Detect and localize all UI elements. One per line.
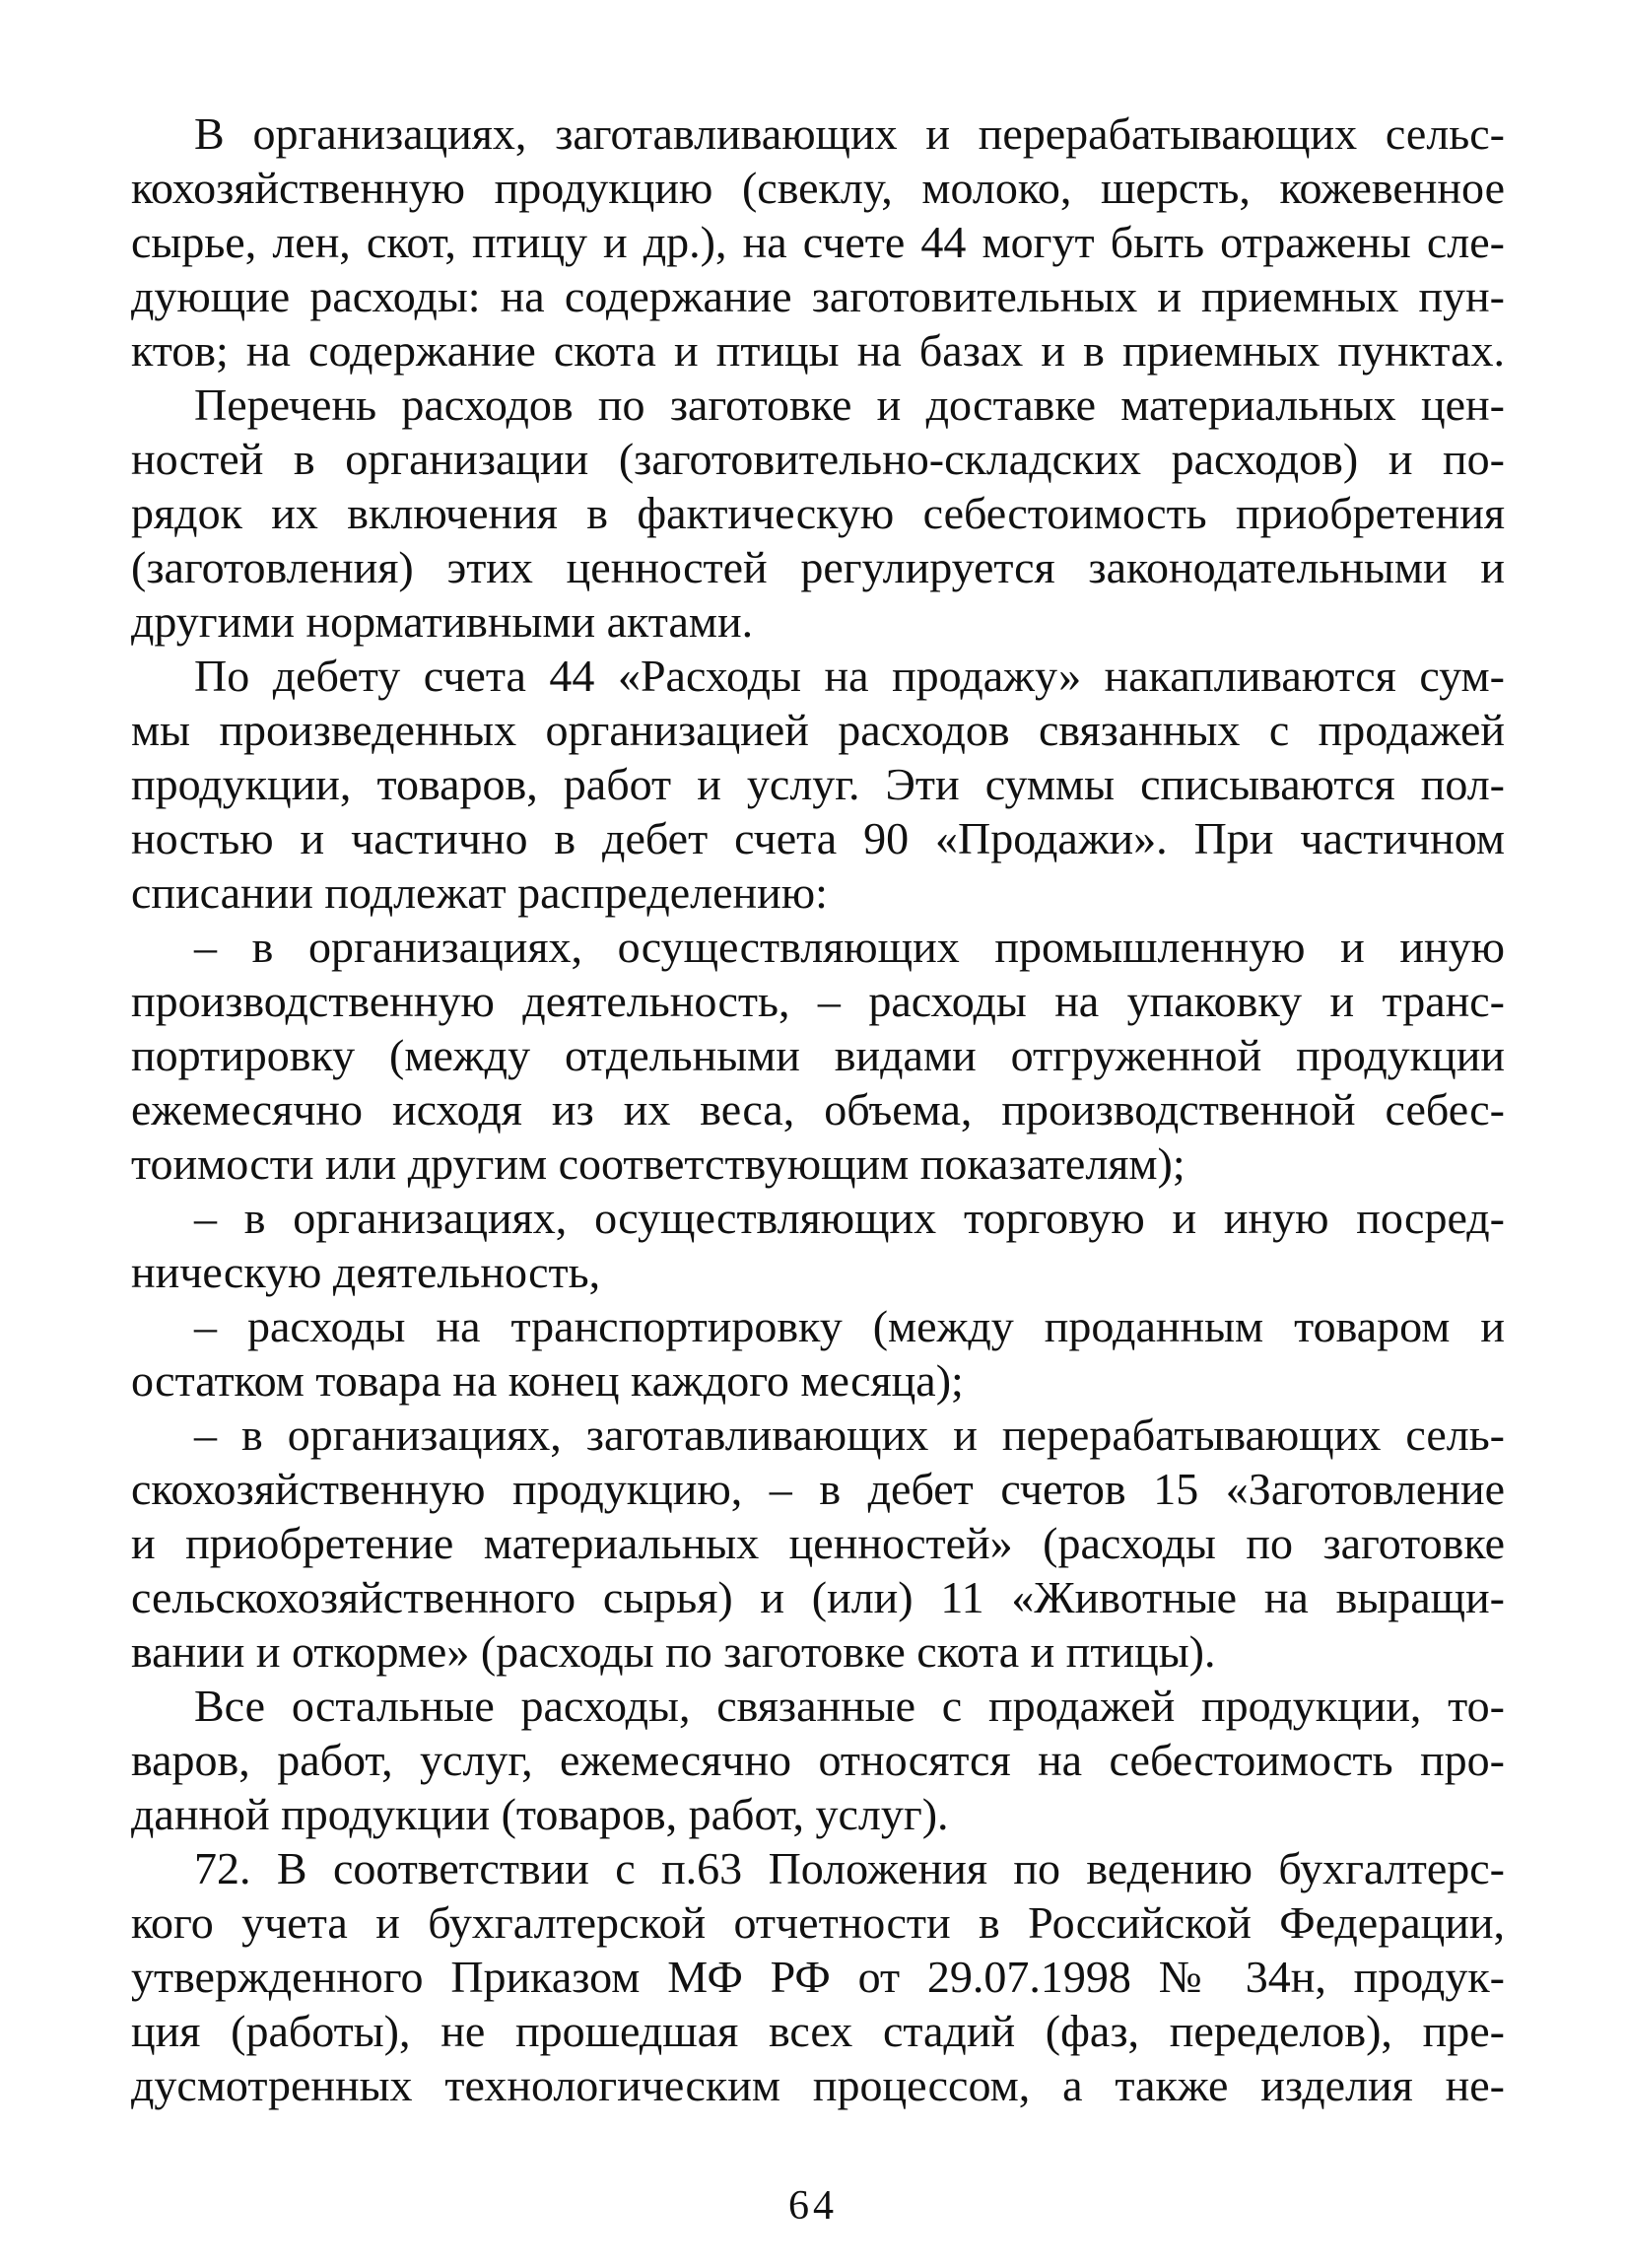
- text-line: В организациях, заготавливающих и перерабатывающих сельс-: [194, 108, 1505, 159]
- text-line: сельскохозяйственного сырья) и (или) 11 «Животные на выращи-: [131, 1572, 1505, 1622]
- text-line: ктов; на содержание скота и птицы на базах и в приемных пунктах.: [131, 325, 1505, 376]
- text-line: другими нормативными актами.: [131, 596, 754, 647]
- text-line: кохозяйственную продукцию (свеклу, молоко, шерсть, кожевенное: [131, 163, 1505, 213]
- text-line: дусмотренных технологическим процессом, а также изделия не-: [131, 2060, 1505, 2110]
- text-line: Перечень расходов по заготовке и доставке материальных цен-: [194, 379, 1505, 430]
- text-line: ция (работы), не прошедшая всех стадий (фаз, переделов), пре-: [131, 2006, 1505, 2056]
- text-line: сырье, лен, скот, птицу и др.), на счете 44 могут быть отражены сле-: [131, 217, 1505, 267]
- text-line: скохозяйственную продукцию, – в дебет счетов 15 «Заготовление: [131, 1464, 1505, 1514]
- text-line: – в организациях, заготавливающих и перерабатывающих сель-: [194, 1409, 1505, 1460]
- text-line: 72. В соответствии с п.63 Положения по ведению бухгалтерс-: [194, 1843, 1505, 1893]
- text-line: портировку (между отдельными видами отгруженной продукции: [131, 1030, 1505, 1080]
- text-line: – в организациях, осуществляющих промышленную и иную: [194, 922, 1505, 972]
- text-line: По дебету счета 44 «Расходы на продажу» накапливаются сум-: [194, 651, 1505, 701]
- text-line: дующие расходы: на содержание заготовительных и приемных пун-: [131, 271, 1505, 321]
- text-line: продукции, товаров, работ и услуг. Эти суммы списываются пол-: [131, 759, 1505, 809]
- text-line: ническую деятельность,: [131, 1247, 601, 1297]
- text-line: – расходы на транспортировку (между проданным товаром и: [194, 1301, 1505, 1351]
- text-line: остатком товара на конец каждого месяца);: [131, 1355, 964, 1406]
- text-line: списании подлежат распределению:: [131, 867, 828, 918]
- text-line: данной продукции (товаров, работ, услуг).: [131, 1789, 949, 1839]
- text-line: тоимости или другим соответствующим показателям);: [131, 1138, 1186, 1189]
- text-line: утвержденного Приказом МФ РФ от 29.07.1998 № 34н, продук-: [131, 1952, 1505, 2002]
- text-line: Все остальные расходы, связанные с продажей продукции, то-: [194, 1681, 1505, 1731]
- text-line: рядок их включения в фактическую себестоимость приобретения: [131, 488, 1505, 538]
- text-line: кого учета и бухгалтерской отчетности в Российской Федерации,: [131, 1897, 1505, 1948]
- text-line: производственную деятельность, – расходы на упаковку и транс-: [131, 976, 1505, 1026]
- text-line: ежемесячно исходя из их веса, объема, производственной себес-: [131, 1084, 1505, 1134]
- page-number: 64: [788, 2183, 838, 2229]
- text-line: и приобретение материальных ценностей» (расходы по заготовке: [131, 1518, 1505, 1568]
- text-line: ностей в организации (заготовительно-складских расходов) и по-: [131, 434, 1505, 484]
- text-line: мы произведенных организацией расходов связанных с продажей: [131, 705, 1505, 755]
- text-line: (заготовления) этих ценностей регулируется законодательными и: [131, 542, 1505, 592]
- text-line: – в организациях, осуществляющих торговую и иную посред-: [194, 1193, 1505, 1243]
- text-line: ностью и частично в дебет счета 90 «Продажи». При частичном: [131, 813, 1505, 863]
- text-line: вании и откорме» (расходы по заготовке скота и птицы).: [131, 1626, 1216, 1677]
- text-line: варов, работ, услуг, ежемесячно относятся на себестоимость про-: [131, 1735, 1505, 1785]
